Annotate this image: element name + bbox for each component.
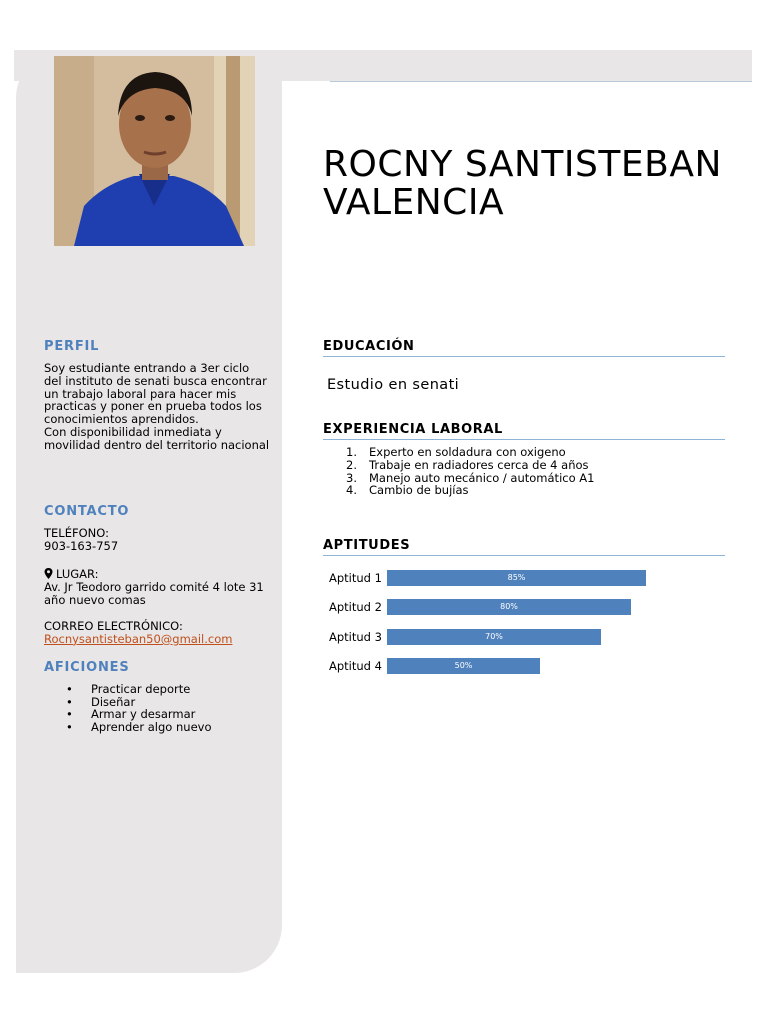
item-text: Experto en soldadura con oxigeno	[369, 445, 566, 459]
item-number: 3.	[346, 470, 357, 485]
item-number: 2.	[346, 457, 357, 472]
place-value: Av. Jr Teodoro garrido comité 4 lote 31 año nuevo comas	[44, 579, 264, 607]
list-item: • Diseñar	[44, 696, 212, 709]
list-item: • Aprender algo nuevo	[44, 721, 212, 734]
educacion-heading: EDUCACIÓN	[323, 339, 725, 357]
list-item: • Practicar deporte	[44, 683, 212, 696]
item-text: Trabaje en radiadores cerca de 4 años	[369, 457, 589, 472]
list-item: • Armar y desarmar	[44, 708, 212, 721]
map-pin-icon	[44, 568, 53, 579]
skill-label: Aptitud 2	[329, 600, 382, 614]
profile-photo	[54, 56, 255, 246]
contact-block	[44, 527, 270, 553]
skill-bar: 50%	[387, 658, 540, 674]
item-number: 1.	[346, 445, 357, 459]
email-label: CORREO ELECTRÓNICO:	[44, 619, 183, 633]
email-link[interactable]: Rocnysantisteban50@gmail.com	[44, 631, 233, 646]
perfil-paragraph-2: Con disponibilidad inmediata y movilidad dentro del territorio nacional	[44, 424, 270, 452]
place-label: LUGAR:	[56, 567, 99, 581]
aptitudes-heading: APTITUDES	[323, 538, 725, 556]
education-text: Estudio en senati	[327, 377, 460, 393]
skill-bar: 85%	[387, 570, 646, 586]
item-text: Manejo auto mecánico / automático A1	[369, 470, 595, 485]
item-number: 4.	[346, 483, 357, 498]
experiencia-heading: EXPERIENCIA LABORAL	[323, 422, 725, 440]
item-text: Cambio de bujías	[369, 483, 469, 498]
experience-list	[323, 446, 594, 497]
name-line-1: ROCNY SANTISTEBAN	[323, 144, 722, 185]
hobbies-list	[44, 683, 212, 733]
email-block	[44, 620, 270, 646]
name-line-2: VALENCIA	[323, 182, 505, 223]
place-block	[44, 568, 270, 606]
skill-label: Aptitud 3	[329, 630, 382, 644]
skill-bar: 70%	[387, 629, 601, 645]
list-item	[323, 484, 594, 497]
aficiones-heading: AFICIONES	[44, 660, 130, 675]
perfil-text	[44, 362, 270, 452]
top-divider	[330, 81, 752, 82]
perfil-heading: PERFIL	[44, 339, 100, 354]
skill-bar: 80%	[387, 599, 631, 615]
perfil-paragraph-1: Soy estudiante entrando a 3er ciclo del instituto de senati busca encontrar un trabajo laboral para hacer mis practicas y poner en prueba todos los conocimientos aprendidos.	[44, 361, 267, 427]
skill-label: Aptitud 1	[329, 571, 382, 585]
skill-label: Aptitud 4	[329, 659, 382, 673]
contacto-heading: CONTACTO	[44, 504, 130, 519]
phone-value: 903-163-757	[44, 538, 119, 553]
phone-label: TELÉFONO:	[44, 526, 109, 540]
full-name	[323, 146, 743, 222]
